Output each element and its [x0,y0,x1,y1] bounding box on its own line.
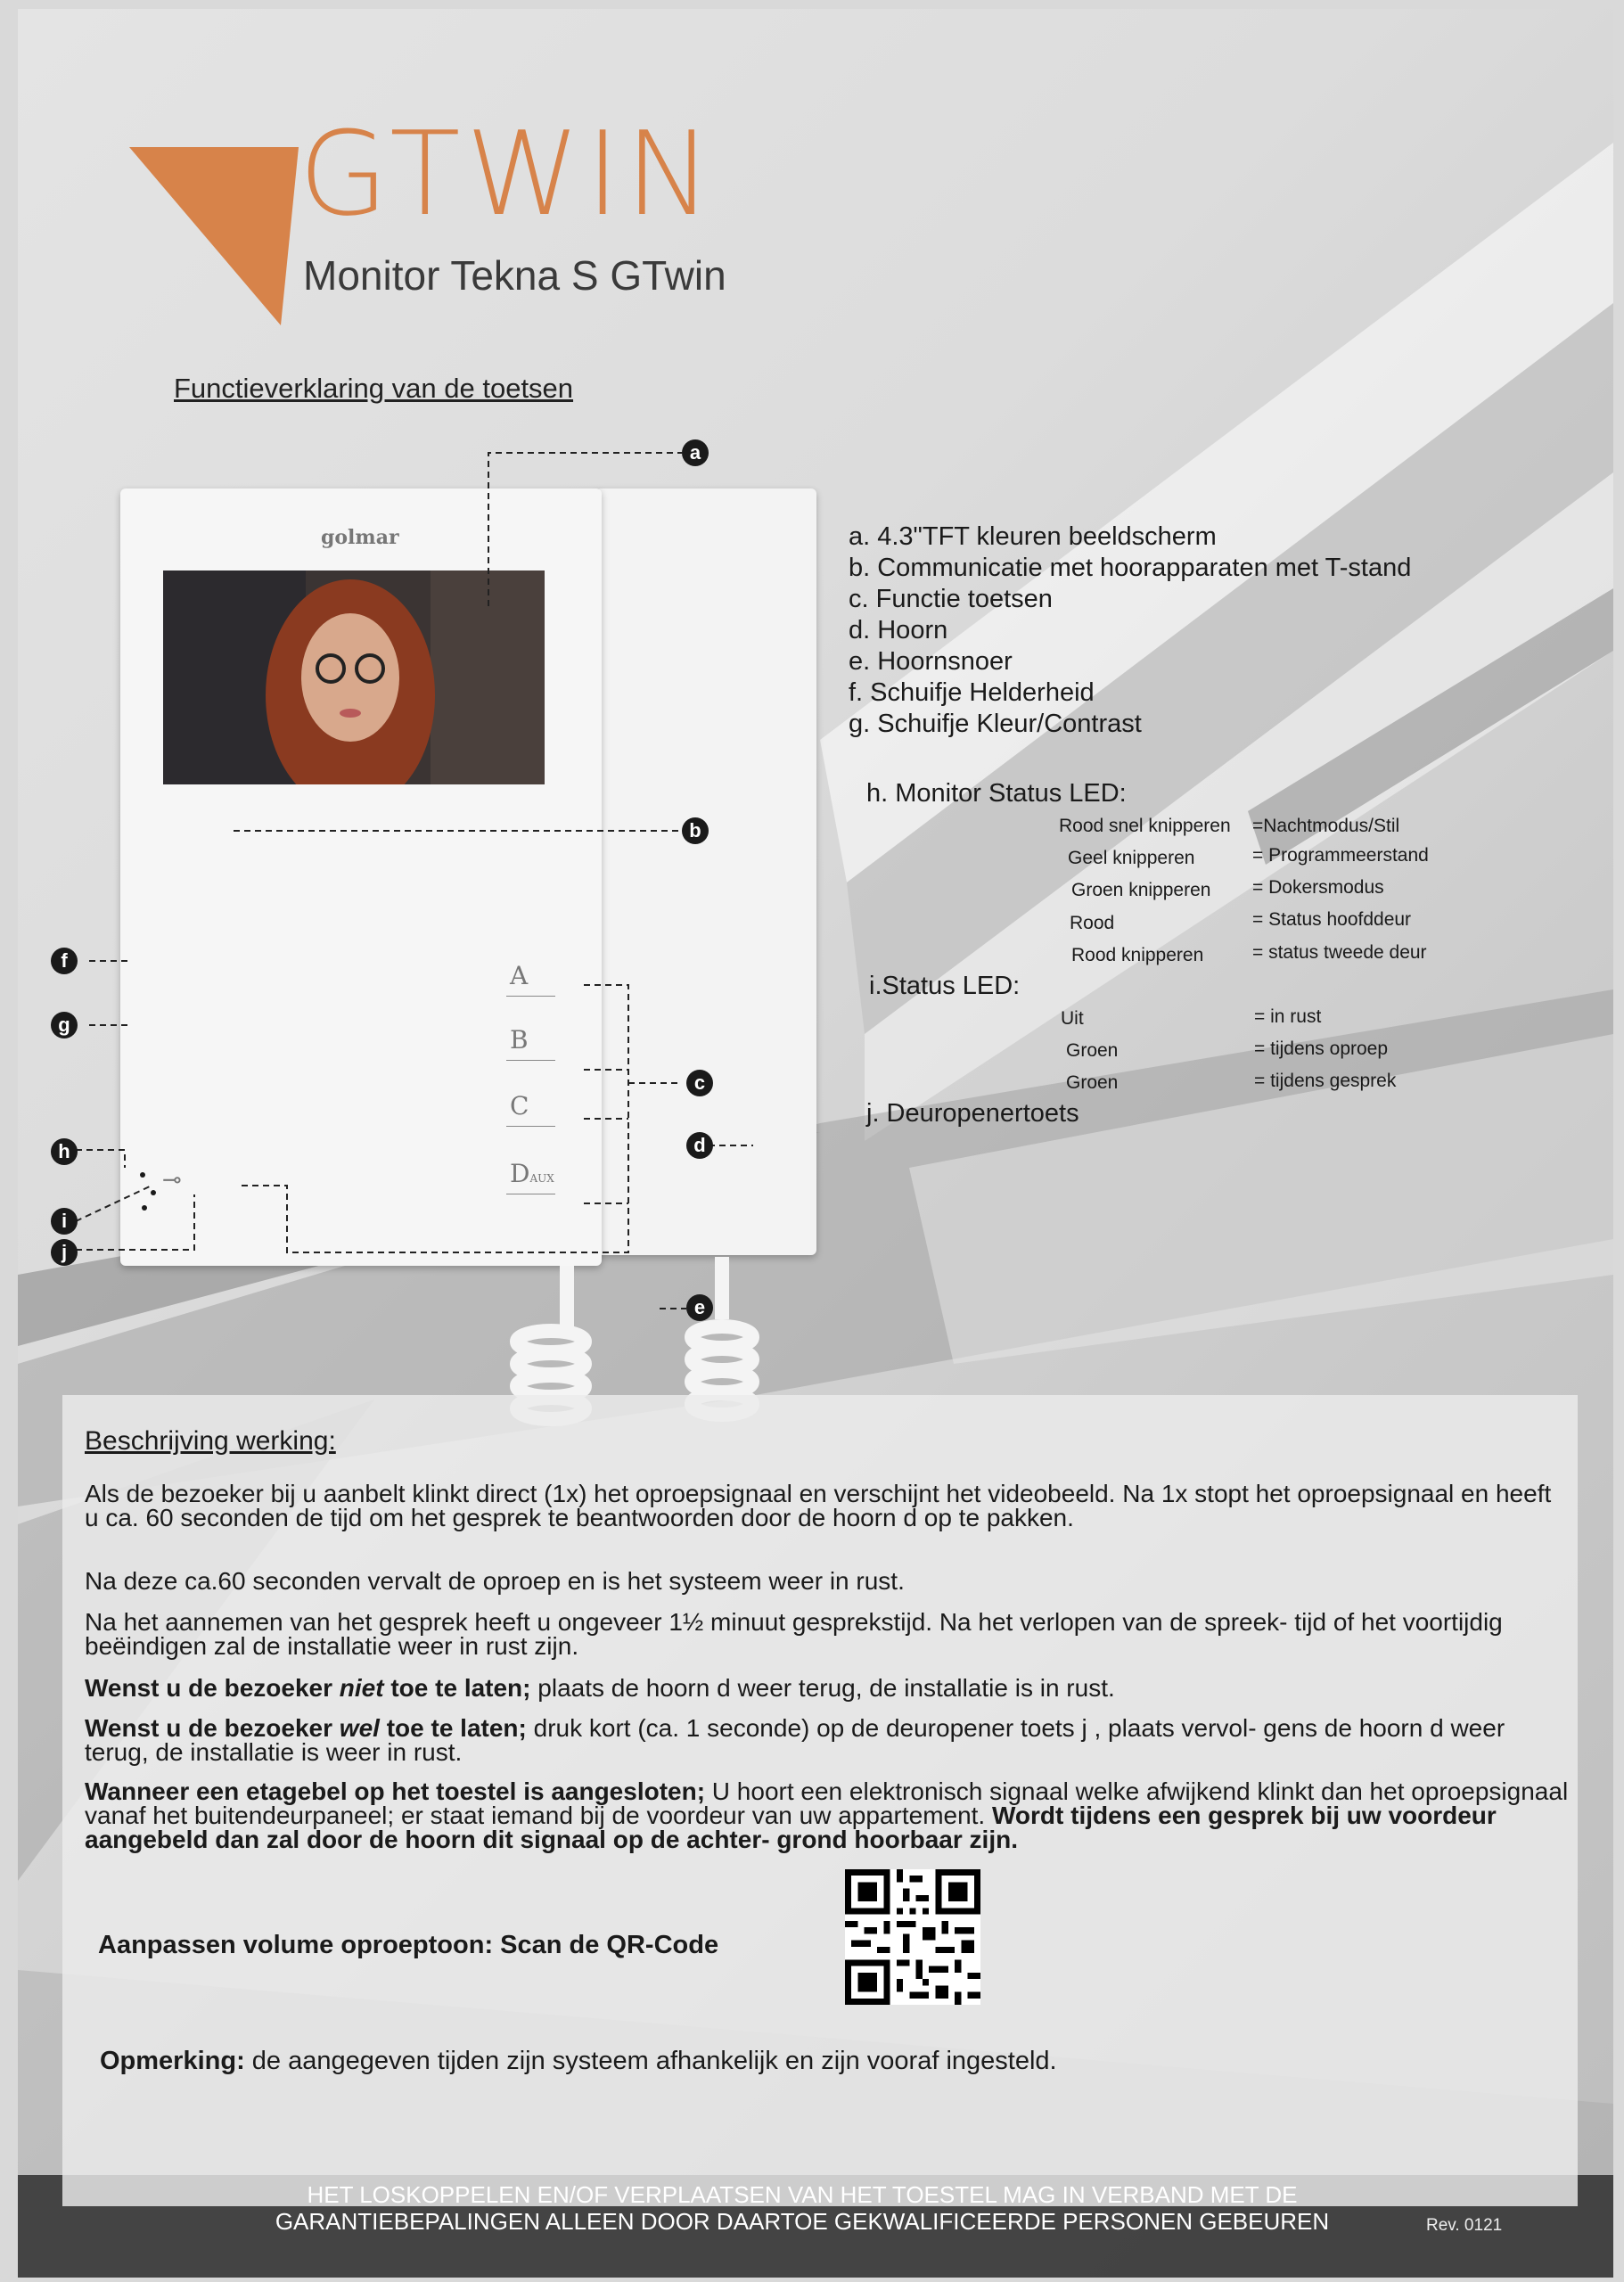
status-led-title: i.Status LED: [869,972,1021,1000]
callout-g: g [51,1012,78,1038]
door-opener-label: j. Deuropenertoets [866,1099,1079,1128]
description-paragraph-2: Na deze ca.60 seconden vervalt de oproep en is het systeem weer in rust. [85,1567,905,1595]
monitor-led-state-1: Rood snel knipperen [1059,816,1231,836]
callout-a: a [682,439,709,466]
legend-item-g: g. Schuifje Kleur/Contrast [849,710,1142,738]
monitor-led-state-5: Rood knipperen [1071,945,1204,965]
status-led-state-2: Groen [1066,1040,1119,1061]
status-led-meaning-2: = tijdens oproep [1254,1038,1389,1059]
status-led-meaning-3: = tijdens gesprek [1254,1071,1397,1091]
legend-item-f: f. Schuifje Helderheid [849,678,1095,707]
legend-list [849,521,1411,740]
function-button-a[interactable]: A [510,961,529,990]
monitor-led-meaning-2: = Programmeerstand [1252,845,1429,866]
status-led-state-3: Groen [1066,1072,1119,1093]
brand-logo: golmar [321,526,399,549]
monitor-led-state-3: Groen knipperen [1071,880,1211,900]
monitor-led-meaning-5: = status tweede deur [1252,942,1427,963]
function-button-c[interactable]: C [510,1091,529,1120]
monitor-led-title: h. Monitor Status LED: [866,779,1127,808]
monitor-led-meaning-4: = Status hoofddeur [1252,909,1412,930]
legend-item-d: d. Hoorn [849,616,948,644]
description-paragraph-4: Wenst u de bezoeker niet toe te laten; plaats de hoorn d weer terug, de installatie is in rust. [85,1674,1115,1702]
monitor-led-meaning-1: =Nachtmodus/Stil [1252,816,1400,836]
volume-instruction: Aanpassen volume oproeptoon: Scan de QR-Code [98,1931,719,1959]
description-paragraph-5: Wenst u de bezoeker wel toe te laten; druk kort (ca. 1 seconde) op de deuropener toets j , plaats vervol- gens de hoorn d weer terug, de installatie is weer in rust. [85,1714,1505,1766]
callout-d: d [686,1132,713,1159]
key-icon[interactable]: ⊸ [162,1166,182,1193]
callout-f: f [51,948,78,974]
footer-line-2: GARANTIEBEPALINGEN ALLEEN DOOR DAARTOE GEKWALIFICEERDE PERSONEN GEBEUREN [275,2208,1330,2235]
aux-label: AUX [529,1172,554,1185]
description-paragraph-3: Na het aannemen van het gesprek heeft u ongeveer 1½ minuut gesprekstijd. Na het verlopen van de spreek- tijd of het voortijdig beëindigen zal de installatie weer in rust zijn. [85,1608,1503,1660]
monitor-led-state-4: Rood [1070,913,1115,933]
revision-label: Rev. 0121 [1426,2216,1503,2235]
legend-item-a: a. 4.3"TFT kleuren beeldscherm [849,522,1217,551]
description-paragraph-6: Wanneer een etagebel op het toestel is aangesloten; U hoort een elektronisch signaal welke afwijkend klinkt dan het oproepsignaal vanaf het buitendeurpaneel; er staat iemand bij de voordeur van uw appartement. Wordt tijdens een gesprek bij uw voordeur aangebeld dan zal door de hoorn dit signaal op de achter- grond hoorbaar zijn. [85,1777,1569,1853]
footer-line-1: HET LOSKOPPELEN EN/OF VERPLAATSEN VAN HET TOESTEL MAG IN VERBAND MET DE [307,2181,1298,2208]
function-button-b[interactable]: B [510,1025,529,1055]
monitor-led-state-2: Geel knipperen [1068,848,1195,868]
callout-e: e [686,1294,713,1321]
callout-i: i [51,1208,78,1235]
remark: Opmerking: de aangegeven tijden zijn systeem afhankelijk en zijn vooraf ingesteld. [100,2047,1057,2075]
status-led-state-1: Uit [1061,1008,1084,1029]
gtwin-logo: GTWIN [299,106,718,242]
legend-item-e: e. Hoornsnoer [849,647,1013,676]
footer-warning [250,2181,1355,2235]
callout-h: h [51,1138,78,1165]
description-title: Beschrijving werking: [85,1426,336,1456]
callout-c: c [686,1070,713,1096]
status-led-meaning-1: = in rust [1254,1006,1322,1027]
monitor-led-meaning-3: = Dokersmodus [1252,877,1384,898]
qr-code-icon[interactable] [845,1869,980,2005]
callout-j: j [51,1239,78,1266]
legend-item-b: b. Communicatie met hoorapparaten met T-stand [849,554,1412,582]
function-button-d[interactable]: DAUX [510,1159,554,1188]
product-title: Monitor Tekna S GTwin [303,252,726,299]
legend-item-c: c. Functie toetsen [849,585,1053,613]
description-paragraph-1: Als de bezoeker bij u aanbelt klinkt direct (1x) het oproepsignaal en verschijnt het videobeeld. Na 1x stopt het oproepsignaal en heeft u ca. 60 seconden de tijd om het gesprek te beantwoorden door de hoorn d op te pakken. [85,1480,1552,1531]
section-title: Functieverklaring van de toetsen [174,373,574,404]
callout-b: b [682,817,709,844]
